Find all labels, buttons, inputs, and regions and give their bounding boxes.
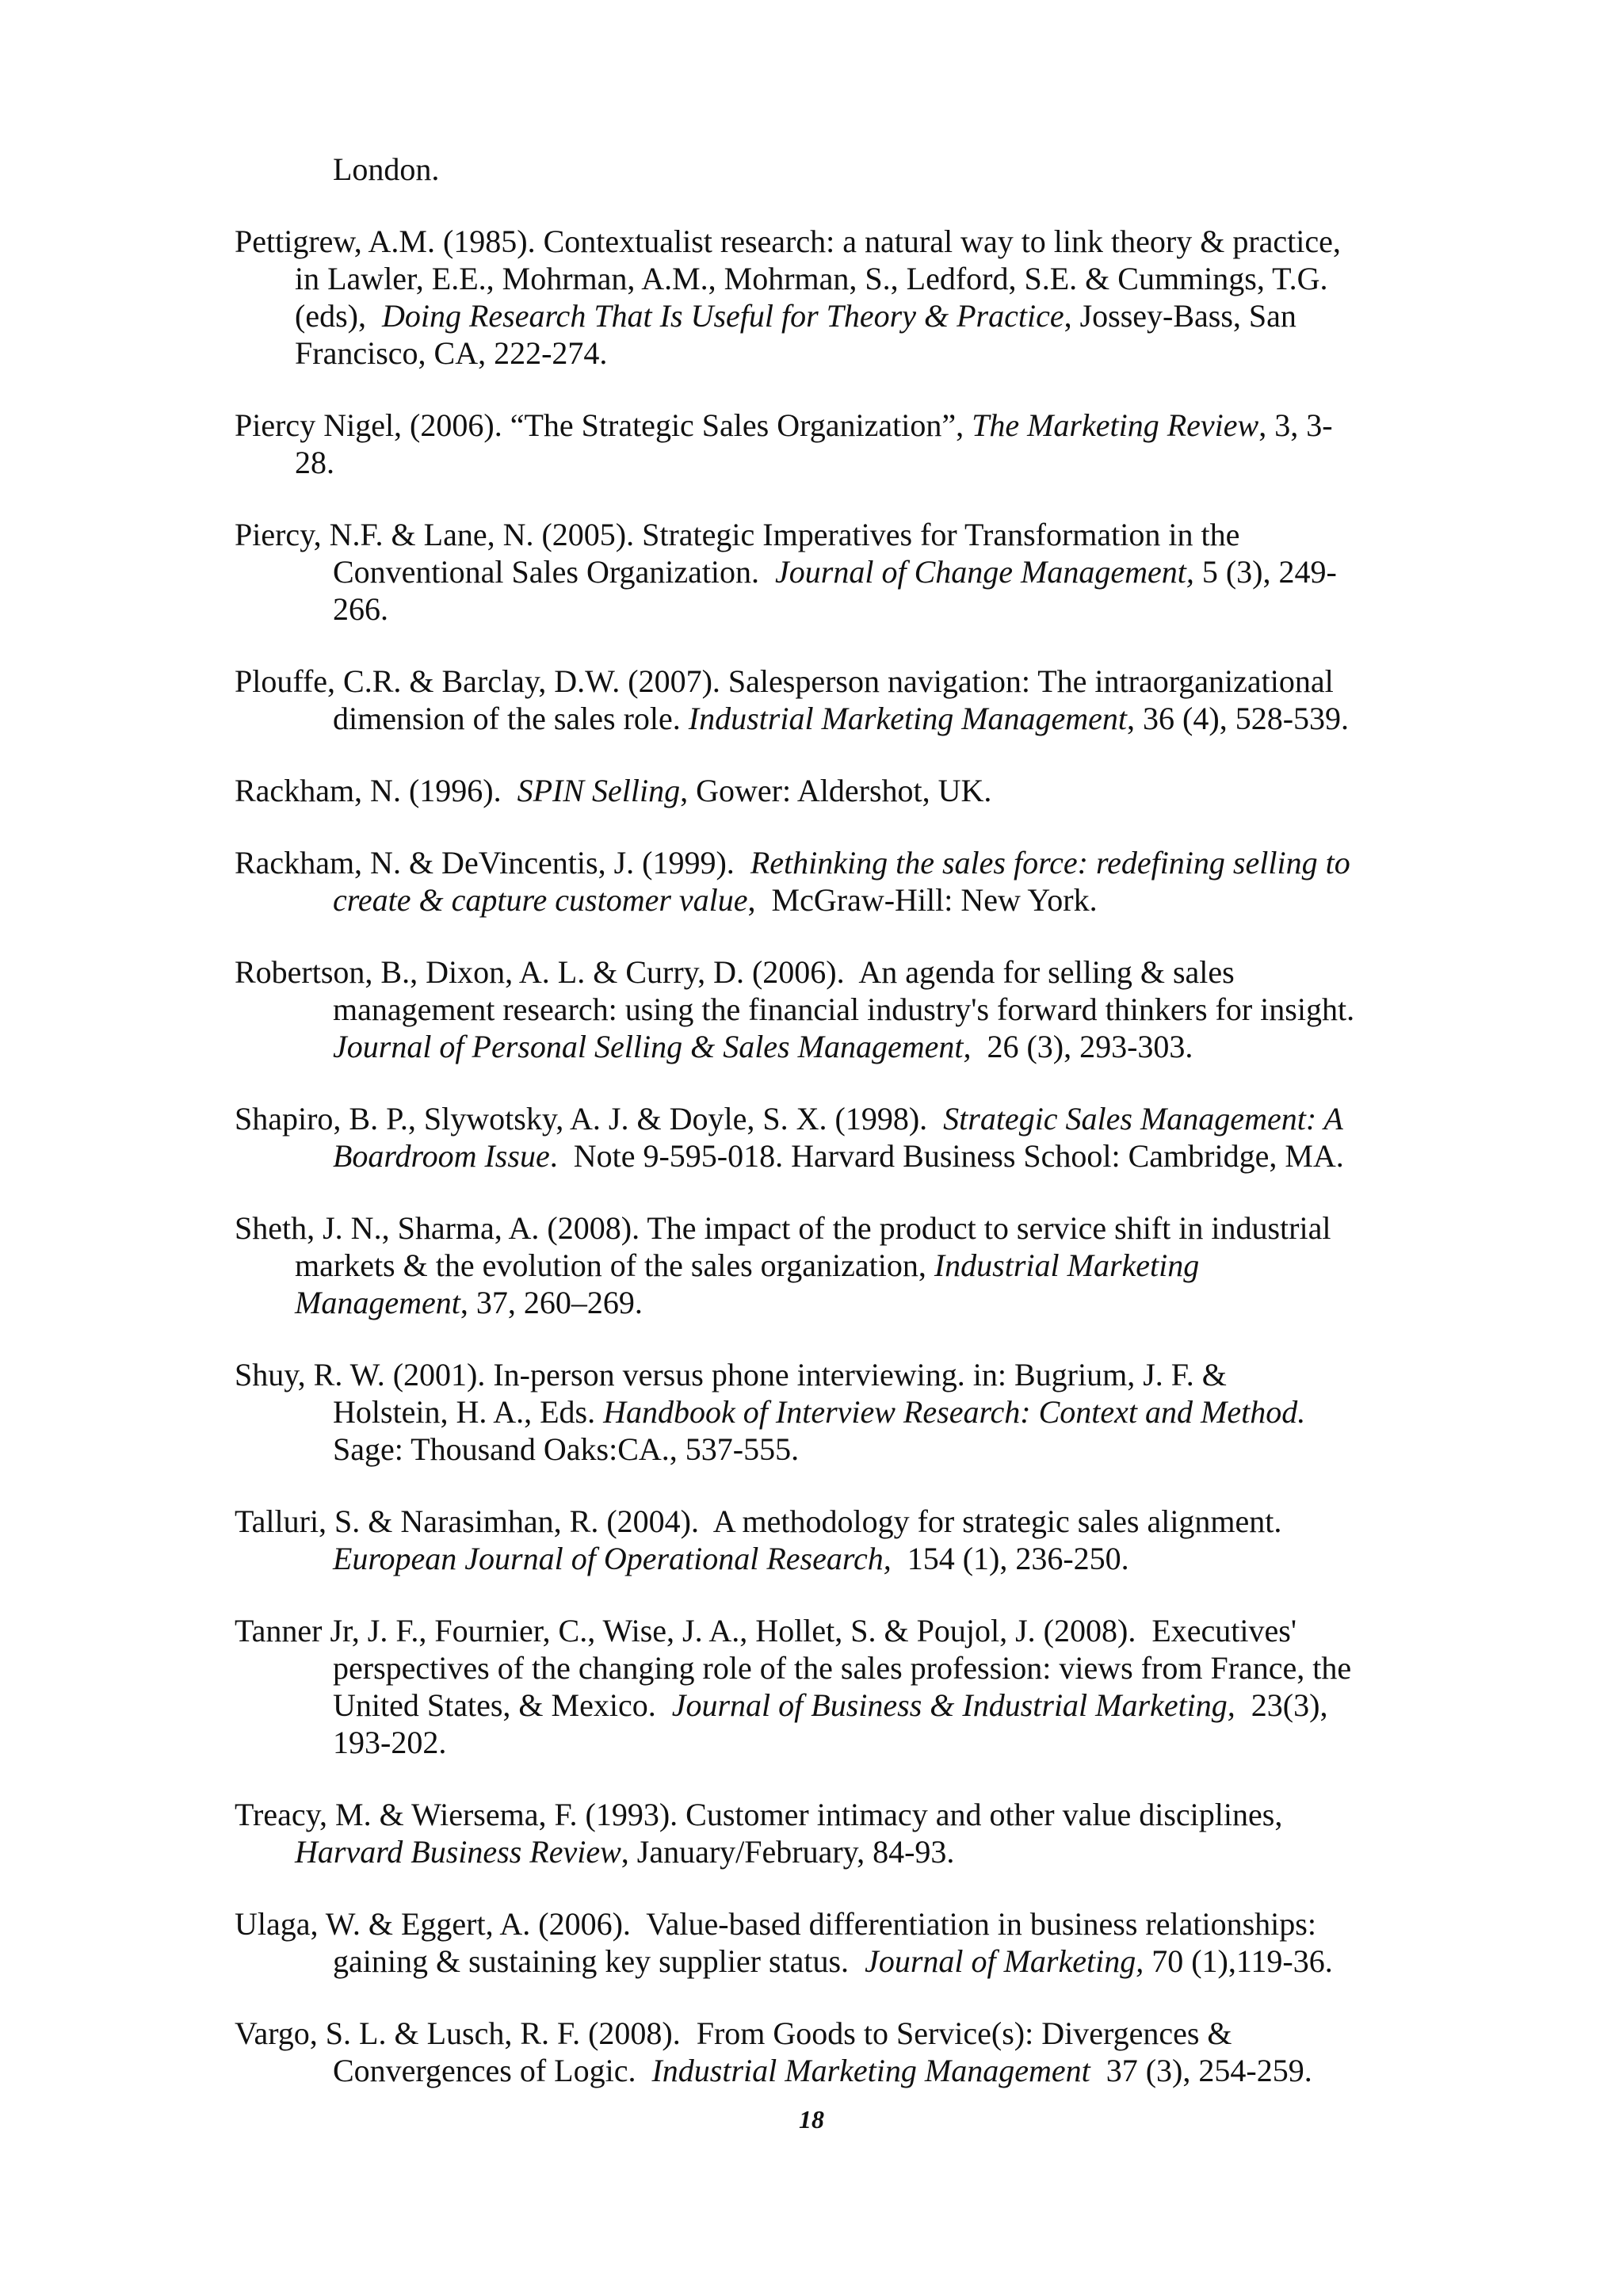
text-segment: 28. — [295, 445, 334, 480]
italic-text: Rethinking the sales force: redefining selling to — [750, 845, 1350, 881]
reference-line — [235, 1028, 1423, 1065]
italic-text: Industrial Marketing Management — [651, 2053, 1090, 2088]
text-segment: Sage: Thousand Oaks:CA., 537-555. — [333, 1431, 800, 1467]
text-segment: Francisco, CA, 222-274. — [295, 335, 608, 371]
reference-line — [235, 1796, 1423, 1833]
reference-entry — [235, 516, 1423, 628]
italic-text: create & capture customer value — [333, 882, 748, 918]
reference-line — [235, 516, 1423, 553]
text-segment: , 37, 260–269. — [460, 1285, 643, 1320]
italic-text: Journal of Business & Industrial Marketing, — [671, 1687, 1235, 1723]
text-segment: dimension of the sales role. — [333, 701, 689, 736]
text-segment: Sheth, J. N., Sharma, A. (2008). The impact of the product to service shift in industrial — [235, 1210, 1331, 1246]
text-segment: Rackham, N. & DeVincentis, J. (1999). — [235, 845, 750, 881]
text-segment: London. — [333, 151, 440, 187]
reference-line — [235, 1393, 1423, 1431]
text-segment: Convergences of Logic. — [333, 2053, 652, 2088]
text-segment: , Jossey-Bass, San — [1064, 298, 1296, 334]
reference-line — [235, 1100, 1423, 1137]
text-segment: 37 (3), 254-259. — [1090, 2053, 1312, 2088]
reference-line — [235, 1905, 1423, 1943]
reference-line — [235, 991, 1423, 1028]
reference-line — [235, 1612, 1423, 1649]
text-segment: Plouffe, C.R. & Barclay, D.W. (2007). Salesperson navigation: The intraorganizational — [235, 663, 1334, 699]
reference-entry — [235, 1100, 1423, 1175]
reference-entry — [235, 407, 1423, 481]
text-segment: , January/February, 84-93. — [621, 1834, 955, 1870]
reference-line — [235, 260, 1423, 297]
reference-line — [235, 2015, 1423, 2052]
reference-line — [235, 223, 1423, 260]
reference-line — [235, 1356, 1423, 1393]
reference-line — [235, 953, 1423, 991]
text-segment: Holstein, H. A., Eds. — [333, 1394, 604, 1430]
text-segment: Treacy, M. & Wiersema, F. (1993). Customer intimacy and other value disciplines, — [235, 1797, 1283, 1832]
text-segment: Pettigrew, A.M. (1985). Contextualist research: a natural way to link theory & practice, — [235, 223, 1341, 259]
reference-entry — [235, 1612, 1423, 1761]
italic-text: Journal of Marketing, — [865, 1943, 1144, 1979]
italic-text: Industrial Marketing — [934, 1247, 1200, 1283]
text-segment: Shapiro, B. P., Slywotsky, A. J. & Doyle, S. X. (1998). — [235, 1101, 944, 1137]
italic-text: Doing Research That Is Useful for Theory & Practice — [381, 298, 1064, 334]
text-segment: Piercy, N.F. & Lane, N. (2005). Strategic Imperatives for Transformation in the — [235, 517, 1240, 552]
text-segment: Shuy, R. W. (2001). In-person versus phone interviewing. in: Bugrium, J. F. & — [235, 1357, 1227, 1392]
italic-text: Handbook of Interview Research: Context and Method. — [603, 1394, 1306, 1430]
text-segment: 26 (3), 293-303. — [971, 1029, 1193, 1064]
reference-line — [235, 1687, 1423, 1724]
reference-line — [235, 1724, 1423, 1761]
text-segment: , Gower: Aldershot, UK. — [680, 773, 992, 808]
italic-text: SPIN Selling — [517, 773, 681, 808]
reference-entry — [235, 772, 1423, 809]
text-segment: Rackham, N. (1996). — [235, 773, 517, 808]
text-segment: 193-202. — [333, 1725, 447, 1760]
reference-line — [235, 881, 1423, 919]
text-segment: management research: using the financial industry's forward thinkers for insight. — [333, 991, 1355, 1027]
reference-line — [235, 1833, 1423, 1870]
italic-text: Management — [295, 1285, 460, 1320]
reference-line — [235, 1649, 1423, 1687]
reference-line — [235, 297, 1423, 334]
italic-text: Journal of Personal Selling & Sales Management, — [333, 1029, 972, 1064]
text-segment: 154 (1), 236-250. — [891, 1541, 1129, 1576]
reference-entry — [235, 1209, 1423, 1321]
text-segment: in Lawler, E.E., Mohrman, A.M., Mohrman, S., Ledford, S.E. & Cummings, T.G. — [295, 261, 1328, 296]
reference-line — [235, 1284, 1423, 1321]
reference-entry — [235, 1503, 1423, 1577]
italic-text: Industrial Marketing Management — [688, 701, 1128, 736]
text-segment: 23(3), — [1235, 1687, 1328, 1723]
italic-text: Strategic Sales Management: A — [943, 1101, 1343, 1137]
text-segment: , 36 (4), 528-539. — [1127, 701, 1350, 736]
reference-line — [235, 590, 1423, 628]
reference-entry — [235, 663, 1423, 737]
reference-line — [235, 1540, 1423, 1577]
italic-text: Journal of Change Management, — [775, 554, 1194, 590]
text-segment: , McGraw-Hill: New York. — [747, 882, 1098, 918]
text-segment: Piercy Nigel, (2006). “The Strategic Sales Organization”, — [235, 407, 972, 443]
text-segment: Talluri, S. & Narasimhan, R. (2004). A methodology for strategic sales alignment. — [235, 1503, 1282, 1539]
text-segment: Vargo, S. L. & Lusch, R. F. (2008). From Goods to Service(s): Divergences & — [235, 2015, 1232, 2051]
reference-line — [235, 700, 1423, 737]
reference-line — [235, 553, 1423, 590]
text-segment: Tanner Jr, J. F., Fournier, C., Wise, J. A., Hollet, S. & Poujol, J. (2008). Executives' — [235, 1613, 1297, 1648]
reference-entry — [235, 2015, 1423, 2089]
reference-line — [235, 2052, 1423, 2089]
text-segment: 70 (1),119-36. — [1144, 1943, 1333, 1979]
reference-entry — [235, 1796, 1423, 1870]
reference-entry — [235, 844, 1423, 919]
reference-line — [333, 151, 1423, 188]
reference-line — [235, 1209, 1423, 1247]
reference-entry — [235, 223, 1423, 372]
reference-entry — [235, 1905, 1423, 1980]
text-segment: , 3, 3- — [1258, 407, 1333, 443]
text-segment: Robertson, B., Dixon, A. L. & Curry, D. (2006). An agenda for selling & sales — [235, 954, 1235, 990]
reference-line — [235, 1247, 1423, 1284]
reference-line — [235, 1431, 1423, 1468]
reference-list — [235, 151, 1423, 2124]
reference-entry — [235, 151, 1423, 188]
reference-entry — [235, 1356, 1423, 1468]
italic-text: European Journal of Operational Research, — [333, 1541, 892, 1576]
text-segment: . Note 9-595-018. Harvard Business School: Cambridge, MA. — [549, 1138, 1344, 1174]
text-segment: perspectives of the changing role of the sales profession: views from France, the — [333, 1650, 1352, 1686]
reference-entry — [235, 953, 1423, 1065]
text-segment: gaining & sustaining key supplier status. — [333, 1943, 865, 1979]
text-segment: (eds), — [295, 298, 382, 334]
reference-line — [235, 334, 1423, 372]
text-segment: 266. — [333, 591, 388, 627]
reference-line — [235, 1503, 1423, 1540]
italic-text: The Marketing Review — [972, 407, 1259, 443]
reference-line — [235, 1137, 1423, 1175]
reference-line — [235, 844, 1423, 881]
reference-line — [235, 1943, 1423, 1980]
text-segment: United States, & Mexico. — [333, 1687, 672, 1723]
reference-line — [235, 663, 1423, 700]
reference-line — [235, 772, 1423, 809]
reference-line — [235, 407, 1423, 444]
italic-text: Boardroom Issue — [333, 1138, 550, 1174]
text-segment: Conventional Sales Organization. — [333, 554, 776, 590]
text-segment: markets & the evolution of the sales organization, — [295, 1247, 934, 1283]
italic-text: Harvard Business Review — [295, 1834, 621, 1870]
page-number: 18 — [799, 2105, 824, 2134]
text-segment: 5 (3), 249- — [1193, 554, 1337, 590]
text-segment: Ulaga, W. & Eggert, A. (2006). Value-based differentiation in business relationships: — [235, 1906, 1316, 1942]
reference-line — [235, 444, 1423, 481]
